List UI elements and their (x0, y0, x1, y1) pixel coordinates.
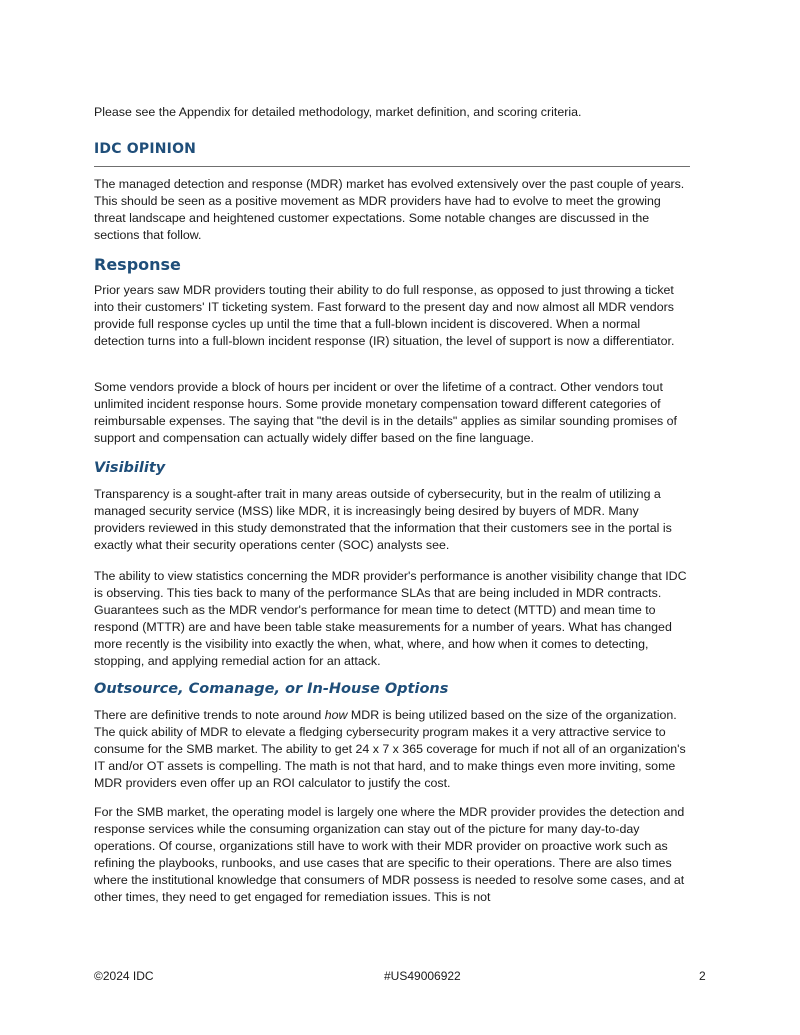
outsource-paragraph-1-rest: MDR is being utilized based on the size of the organization. The quick ability of MDR to elevate a fledging cybersecurity program makes it a very attractive service to consume for the SMB market. The ability to get 24 x 7 x 365 coverage for much if not all of an organization's IT and/or OT assets is compelling. The math is not that hard, and to make things even more inviting, some MDR providers even offer up an ROI calculator to justify the cost. (94, 708, 686, 790)
footer-document-id: #US49006922 (384, 969, 461, 983)
footer-copyright: ©2024 IDC (94, 969, 154, 983)
response-paragraph-1: Prior years saw MDR providers touting their ability to do full response, as opposed to just throwing a ticket into their customers' IT ticketing system. Fast forward to the present day and now almost all MDR vendors provide full response cycles up until the time that a full-blown incident is discovered. When a normal detection turns into a full-blown incident response (IR) situation, the level of support is now a differentiator. (94, 283, 675, 348)
outsource-paragraph-1-emphasis: how (324, 708, 348, 722)
idc-opinion-paragraph: The managed detection and response (MDR) market has evolved extensively over the past couple of years. This should be seen as a positive movement as MDR providers have had to evolve to meet the growing threat landscape and heightened customer expectations. Some notable changes are discussed in the sections that follow. (94, 177, 685, 242)
visibility-paragraph-1: Transparency is a sought-after trait in many areas outside of cybersecurity, but in the realm of utilizing a managed security service (MSS) like MDR, it is increasingly being desired by buyers of MDR. Many providers reviewed in this study demonstrated that the information that their customers see in the portal is exactly what their security operations center (SOC) analysts see. (94, 487, 672, 552)
outsource-paragraph-1 (94, 707, 690, 792)
intro-paragraph: Please see the Appendix for detailed methodology, market definition, and scoring criteria. (94, 105, 582, 119)
outsource-paragraph-2: For the SMB market, the operating model is largely one where the MDR provider provides the detection and response services while the consuming organization can stay out of the picture for many day-to-day operations. Of course, organizations still have to work with their MDR provider on proactive work such as refining the playbooks, runbooks, and use cases that are specific to their operations. There are also times where the institutional knowledge that consumers of MDR possess is needed to resolve some cases, and at other times, they need to get engaged for remediation issues. This is not (94, 805, 685, 904)
footer-page-number: 2 (699, 969, 706, 983)
response-paragraph-2: Some vendors provide a block of hours per incident or over the lifetime of a contract. Other vendors tout unlimited incident response hours. Some provide monetary compensation toward different categories of reimbursable expenses. The saying that "the devil is in the details" applies as similar sounding promises of support and compensation can actually widely differ based on the fine language. (94, 380, 677, 445)
response-heading: Response (94, 255, 181, 274)
visibility-heading: Visibility (94, 460, 166, 476)
outsource-heading: Outsource, Comanage, or In-House Options (94, 681, 449, 697)
outsource-paragraph-1-start: There are definitive trends to note around (94, 708, 325, 722)
heading-divider (94, 166, 690, 167)
idc-opinion-heading: IDC OPINION (94, 141, 197, 157)
visibility-paragraph-2: The ability to view statistics concerning the MDR provider's performance is another visibility change that IDC is observing. This ties back to many of the performance SLAs that are being included in MDR contracts. Guarantees such as the MDR vendor's performance for mean time to detect (MTTD) and mean time to respond (MTTR) are and have been table stake measurements for a number of years. What has changed more recently is the visibility into exactly the when, what, where, and how when it comes to detecting, stopping, and applying remedial action for an attack. (94, 569, 687, 668)
